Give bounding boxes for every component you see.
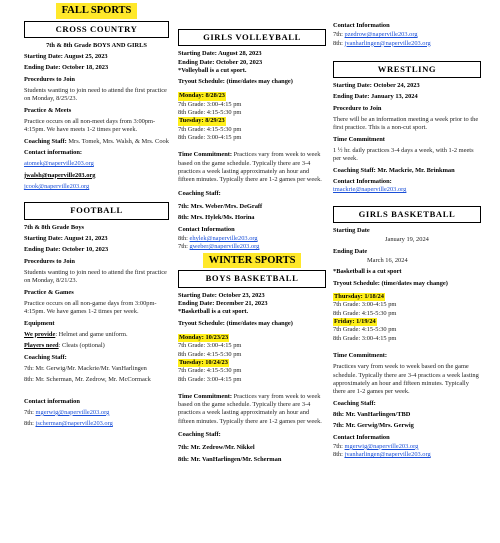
cc-subtitle: 7th & 8th Grade BOYS AND GIRLS [46,41,147,49]
bb-cut: *Basketball is a cut sport. [178,308,249,316]
bb-day1-7th: 7th Grade: 3:00-4:15 pm [178,342,242,350]
bb-coach-8th: 8th: Mr. VanHarlingen/Mr. Scherman [178,455,282,463]
winter-sports-banner: WINTER SPORTS [203,253,302,269]
gb-coach-7th: 7th: Mr. Gerwig/Mrs. Gerwig [333,422,414,430]
gv-email-weber[interactable]: gweber@naperville203.org [189,243,260,251]
column-right [333,0,481,462]
girls-volleyball-title: GIRLS VOLLEYBALL [178,29,326,46]
gv-coaching-heading: Coaching Staff: [178,189,221,197]
bb-day2: Tuesday: 10/24/23 [179,358,228,366]
column-middle [178,0,326,467]
wr-ending: Ending Date: January 13, 2024 [333,93,418,101]
wr-coaching: Coaching Staff: Mr. Mackrie, Mr. Brinkman [333,166,455,174]
gv-day2: Tuesday: 8/29/23 [179,117,225,125]
bb-day1: Monday: 10/23/23 [179,333,229,341]
bb-coach-7th: 7th: Mr. Zedrow/Mr. Nikkel [178,444,255,452]
bb-time-commitment: Time Commitment: Practices vary from week to week based on the game schedule. Typically there are 3-4 practices a week lasting approximately an hour and fifteen minutes. Typically there are 1-2 games per week. [178,392,322,425]
bb-tryout-heading: Tryout Schedule: (time/dates may change) [178,319,293,327]
wr-procedure-text: There will be an information meeting a week prior to the first practice. This is a non-cut sport. [333,116,479,132]
fb-starting: Starting Date: August 21, 2023 [24,234,108,242]
wr-starting: Starting Date: October 24, 2023 [333,82,420,90]
gb-contact-8th: 8th: jvanharlingen@naperville203.org [333,451,431,459]
gb-day1-7th: 7th Grade: 3:00-4:15 pm [333,301,397,309]
fb-procedures-text: Students wanting to join need to attend the first practice on Monday, 8/21/23. [24,268,167,285]
gb-time-heading: Time Commitment: [333,351,388,359]
gv-email-hylek[interactable]: ehylek@naperville203.org [189,235,258,243]
wr-time-text: 1 ½ hr. daily practices 3-4 days a week, with 1-2 meets per week. [333,147,474,163]
fb-we-provide: We provide: Helmet and game uniform. [24,330,128,338]
wr-email-mackrie[interactable]: tmackrie@naperville203.org [333,186,407,194]
gv-day1-8th: 8th Grade: 4:15-5:30 pm [178,109,242,117]
col3-contact-heading: Contact Information [333,22,390,29]
wr-time-heading: Time Commitment [333,135,385,143]
gv-coach-7th: 7th: Mrs. Weber/Mrs. DeGraff [178,203,263,211]
fb-equipment-heading: Equipment [24,319,55,327]
gb-email-vanharlingen[interactable]: jvanharlingen@naperville203.org [344,451,431,459]
col3-contact-section [333,22,481,48]
fb-coaching-heading: Coaching Staff: [24,353,67,361]
gb-ending-heading: Ending Date [333,247,368,255]
boys-basketball-title: BOYS BASKETBALL [178,270,326,287]
fall-sports-banner: FALL SPORTS [56,3,138,19]
cc-practice-heading: Practice & Meets [24,106,72,114]
fb-coach-8th: 8th: Mr. Scherman, Mr. Zedrow, Mr. McCormack [24,376,151,384]
gv-day1: Monday: 8/28/23 [179,92,225,100]
gb-day2-8th: 8th Grade: 3:00-4:15 pm [333,334,397,342]
boys-basketball-section [178,270,326,464]
gb-contact-7th: 7th: mgerwig@naperville203.org [333,442,419,450]
fb-ending: Ending Date: October 10, 2023 [24,246,109,254]
fb-contact-8th: 8th: jscherman@naperville203.org [24,420,113,428]
bb-ending: Ending Date: December 21, 2023 [178,299,268,307]
gv-contact-8th: 8th: ehylek@naperville203.org [178,235,258,243]
gb-coach-8th: 8th: Mr. VanHarlingen/TBD [333,410,411,418]
bb-starting: Starting Date: October 23, 2023 [178,291,265,299]
gb-contact-heading: Contact Information [333,433,390,441]
cc-email-tomek[interactable]: atomek@naperville203.org [24,160,94,168]
gv-coach-8th: 8th: Mrs. Hylek/Ms. Horina [178,214,255,222]
fb-email-scherman[interactable]: jscherman@naperville203.org [35,420,113,428]
gv-ending: Ending Date: October 20, 2023 [178,58,263,66]
gb-time-text: Practices vary from week to week based on the game schedule. Typically there are 3-4 practices a week lasting approximately an hour and fifteen minutes. Typically there are 1-2 games per week. [333,363,479,396]
cc-email-cook[interactable]: jcook@naperville203.org [24,183,90,191]
wr-procedure-heading: Procedure to Join [333,104,382,112]
cc-procedures-text: Students wanting to join need to attend the first practice on Monday, 8/25/23. [24,87,167,103]
football-title: FOOTBALL [24,202,169,219]
gb-starting-value: January 19, 2024 [385,236,429,244]
gv-cut: *Volleyball is a cut sport. [178,66,247,74]
col3-contact-7th: 7th: pzedrow@naperville203.org [333,31,418,39]
cross-country-section [24,21,169,192]
girls-basketball-title: GIRLS BASKETBALL [333,206,481,223]
gb-coaching-heading: Coaching Staff: [333,399,376,407]
gv-day2-8th: 8th Grade: 3:00-4:15 pm [178,134,242,142]
gb-ending-value: March 16, 2024 [367,256,408,264]
bb-email-vanharlingen[interactable]: jvanharlingen@naperville203.org [344,39,431,47]
bb-day2-8th: 8th Grade: 3:00-4:15 pm [178,375,242,383]
column-fall-left [24,0,169,431]
fb-contact-7th: 7th: mgerwig@naperville203.org [24,408,110,416]
gb-day2-7th: 7th Grade: 4:15-5:30 pm [333,326,397,334]
gb-email-gerwig[interactable]: mgerwig@naperville203.org [344,442,419,450]
cc-starting: Starting Date: August 25, 2023 [24,53,108,61]
gv-contact-heading: Contact Information [178,225,235,233]
gb-tryout-heading: Tryout Schedule: (time/dates may change) [333,279,448,287]
cc-contact-heading: Contact information: [24,149,83,157]
gb-day1: Thursday: 1/18/24 [334,292,384,300]
bb-day1-8th: 8th Grade: 4:15-5:30 pm [178,350,242,358]
gv-tryout-heading: Tryout Schedule: (time/dates may change) [178,78,293,86]
cc-practice-text: Practice occurs on all non-meet days from 3:00pm-4:15pm. We have meets 1-2 times per week. [24,118,156,134]
fb-email-gerwig[interactable]: mgerwig@naperville203.org [35,408,110,416]
fb-practice-heading: Practice & Games [24,288,74,296]
bb-email-zedrow[interactable]: pzedrow@naperville203.org [344,31,418,39]
cc-ending: Ending Date: October 18, 2023 [24,64,109,72]
gv-day1-7th: 7th Grade: 3:00-4:15 pm [178,100,242,108]
fb-coach-7th: 7th: Mr. Gerwig/Mr. Mackrie/Mr. VanHarlingen [24,364,147,372]
bb-day2-7th: 7th Grade: 4:15-5:30 pm [178,367,242,375]
bb-coaching-heading: Coaching Staff: [178,431,221,439]
fb-procedures-heading: Procedures to Join [24,257,75,265]
fb-players-need: Players need: Cleats (optional) [24,342,105,350]
cc-procedures-heading: Procedures to Join [24,75,75,83]
girls-basketball-section [333,206,481,460]
gb-day2: Friday: 1/19/24 [334,317,376,325]
fb-practice-text: Practice occurs on all non-game days from 3:00pm-4:15pm. We have games 1-2 times per week. [24,299,157,316]
wr-contact-heading: Contact Information: [333,178,392,186]
wrestling-section [333,61,481,195]
cross-country-title: CROSS COUNTRY [24,21,169,38]
gv-time-commitment: Time Commitment: Practices vary from week to week based on the game schedule. Typically there are 3-4 practices a week lasting approximately an hour and fifteen minutes. Typically there are 1-2 games per week. [178,151,322,184]
gb-cut: *Basketball is a cut sport [333,268,402,276]
cc-email-walsh[interactable]: jwalsh@naperville203.org [24,171,96,179]
gb-day1-8th: 8th Grade: 4:15-5:30 pm [333,309,397,317]
cc-coaching: Coaching Staff: Mrs. Tomek, Mrs. Walsh, & Mrs. Cook [24,137,169,145]
gv-day2-7th: 7th Grade: 4:15-5:30 pm [178,125,242,133]
wrestling-title: WRESTLING [333,61,481,78]
girls-volleyball-section [178,29,326,252]
gv-contact-7th: 7th: gweber@naperville203.org [178,243,260,251]
fb-contact-heading: Contact information [24,397,80,405]
col3-contact-8th: 8th: jvanharlingen@naperville203.org [333,39,431,47]
gb-starting-heading: Starting Date [333,226,370,234]
football-section [24,202,169,428]
fb-subtitle: 7th & 8th Grade Boys [24,223,85,231]
gv-starting: Starting Date: August 28, 2023 [178,50,262,58]
